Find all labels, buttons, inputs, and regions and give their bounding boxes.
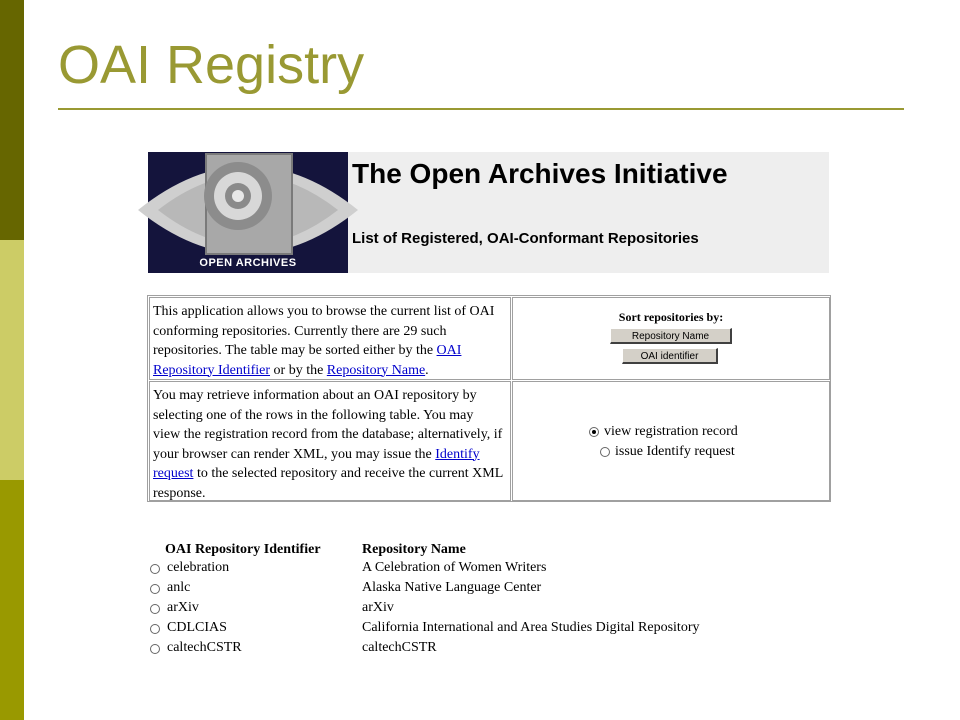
identify-request-link[interactable]: Identify request bbox=[153, 446, 480, 481]
sidebar-stripe-bottom bbox=[0, 480, 24, 720]
retrieve-cell bbox=[149, 381, 511, 501]
row-radio[interactable] bbox=[150, 604, 160, 614]
eye-logo-icon bbox=[148, 152, 348, 273]
identify-request-label: issue Identify request bbox=[615, 444, 735, 459]
repository-list bbox=[148, 560, 848, 655]
view-record-option[interactable] bbox=[589, 424, 738, 440]
banner-subtitle: List of Registered, OAI-Conformant Repositories bbox=[352, 230, 699, 247]
identify-request-radio[interactable] bbox=[600, 447, 610, 457]
row-radio[interactable] bbox=[150, 584, 160, 594]
sort-by-identifier-button[interactable]: OAI identifier bbox=[622, 348, 718, 364]
table-row[interactable] bbox=[148, 640, 848, 660]
intro-text-part: or by the bbox=[270, 362, 327, 378]
mode-cell bbox=[512, 381, 830, 501]
repo-name: A Celebration of Women Writers bbox=[362, 560, 547, 575]
intro-text-part: . bbox=[425, 362, 429, 378]
repo-identifier: CDLCIAS bbox=[167, 620, 227, 635]
repo-identifier: anlc bbox=[167, 580, 191, 595]
repo-identifier: celebration bbox=[167, 560, 230, 575]
table-row[interactable] bbox=[148, 580, 848, 600]
repo-name: arXiv bbox=[362, 600, 394, 615]
table-row[interactable] bbox=[148, 600, 848, 620]
repo-name: caltechCSTR bbox=[362, 640, 437, 655]
table-row[interactable] bbox=[148, 620, 848, 640]
open-archives-logo bbox=[148, 152, 348, 273]
sort-cell bbox=[512, 297, 830, 380]
view-record-label: view registration record bbox=[604, 424, 738, 439]
info-table bbox=[147, 295, 831, 502]
identify-request-option[interactable] bbox=[600, 444, 735, 460]
table-row[interactable] bbox=[148, 560, 848, 580]
sidebar-stripe-middle bbox=[0, 240, 24, 480]
repo-name: Alaska Native Language Center bbox=[362, 580, 542, 595]
identifier-column-header: OAI Repository Identifier bbox=[165, 542, 321, 557]
name-column-header: Repository Name bbox=[362, 542, 466, 557]
retrieve-text-part: You may retrieve information about an OAI repository by selecting one of the rows in the following table. You may view the registration record from the database; alternatively, if your browser can render XML, you may issue the bbox=[153, 388, 503, 462]
intro-text bbox=[153, 302, 503, 380]
repo-name: California International and Area Studies Digital Repository bbox=[362, 620, 700, 635]
row-radio[interactable] bbox=[150, 624, 160, 634]
view-record-radio[interactable] bbox=[589, 427, 599, 437]
sort-label: Sort repositories by: bbox=[618, 310, 724, 324]
retrieve-text bbox=[153, 386, 503, 503]
repo-identifier: arXiv bbox=[167, 600, 199, 615]
retrieve-text-part: to the selected repository and receive the current XML response. bbox=[153, 466, 503, 501]
intro-cell bbox=[149, 297, 511, 380]
slide-title: OAI Registry bbox=[58, 35, 365, 95]
sort-by-name-link[interactable]: Repository Name bbox=[326, 362, 426, 378]
title-underline bbox=[58, 108, 904, 110]
sidebar-stripe-top bbox=[0, 0, 24, 240]
oai-banner bbox=[148, 152, 829, 273]
logo-text: OPEN ARCHIVES bbox=[199, 257, 297, 269]
sort-by-name-button[interactable]: Repository Name bbox=[610, 328, 732, 344]
banner-title: The Open Archives Initiative bbox=[352, 158, 728, 189]
repo-identifier: caltechCSTR bbox=[167, 640, 242, 655]
intro-text-part: This application allows you to browse the current list of OAI conforming repositories. Currently there are 29 such repositories. The table may be sorted either by the bbox=[153, 304, 495, 358]
row-radio[interactable] bbox=[150, 644, 160, 654]
row-radio[interactable] bbox=[150, 564, 160, 574]
sort-by-identifier-link[interactable]: OAI Repository Identifier bbox=[153, 343, 462, 378]
